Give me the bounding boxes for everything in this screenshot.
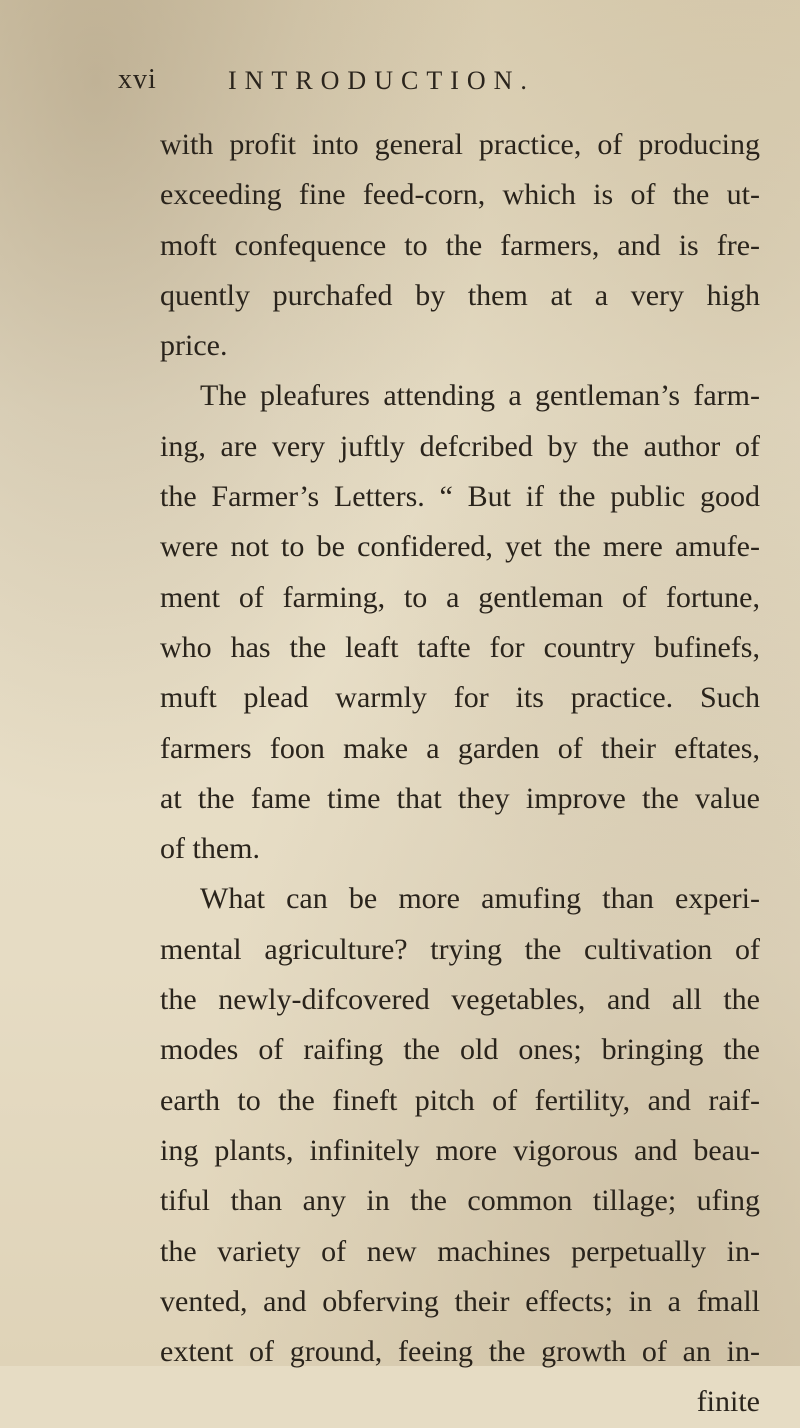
text-line: ing, are very juftly defcribed by the author of <box>160 429 760 463</box>
body-text <box>160 120 760 1428</box>
page-header <box>118 64 678 104</box>
paragraph-start-line: The pleafures attending a gentleman’s farm- <box>200 379 760 413</box>
text-line: extent of ground, feeing the growth of an in- <box>160 1335 760 1369</box>
text-line: ing plants, infinitely more vigorous and beau- <box>160 1133 760 1167</box>
text-line: were not to be confidered, yet the mere amufe- <box>160 530 760 564</box>
text-line: the Farmer’s Letters. “ But if the public good <box>160 480 760 514</box>
text-line: farmers foon make a garden of their eftates, <box>160 731 760 765</box>
text-line: vented, and obferving their effects; in a fmall <box>160 1284 760 1318</box>
text-line: quently purchafed by them at a very high <box>160 278 760 312</box>
catchword: finite <box>696 1385 760 1419</box>
text-line: with profit into general practice, of producing <box>160 128 760 161</box>
running-head: INTRODUCTION. <box>228 66 535 95</box>
text-line: of them. <box>160 832 260 866</box>
page-number: xvi <box>118 64 157 95</box>
text-line: ment of farming, to a gentleman of fortune, <box>160 580 760 614</box>
paragraph-start-line: What can be more amufing than experi- <box>200 882 760 916</box>
text-line: price. <box>160 329 228 363</box>
text-line: muft plead warmly for its practice. Such <box>160 681 760 715</box>
text-line: earth to the fineft pitch of fertility, and raif- <box>160 1083 760 1117</box>
text-line: who has the leaft tafte for country bufinefs, <box>160 630 760 664</box>
text-line: exceeding fine feed-corn, which is of the ut- <box>160 178 760 212</box>
text-line: mental agriculture? trying the cultivation of <box>160 932 760 966</box>
text-line: the newly-difcovered vegetables, and all the <box>160 983 760 1017</box>
text-line: modes of raifing the old ones; bringing the <box>160 1033 760 1067</box>
text-line: the variety of new machines perpetually in- <box>160 1234 760 1268</box>
text-line: tiful than any in the common tillage; ufing <box>160 1184 760 1218</box>
text-line: at the fame time that they improve the value <box>160 781 760 815</box>
text-line: moft confequence to the farmers, and is fre- <box>160 228 760 262</box>
